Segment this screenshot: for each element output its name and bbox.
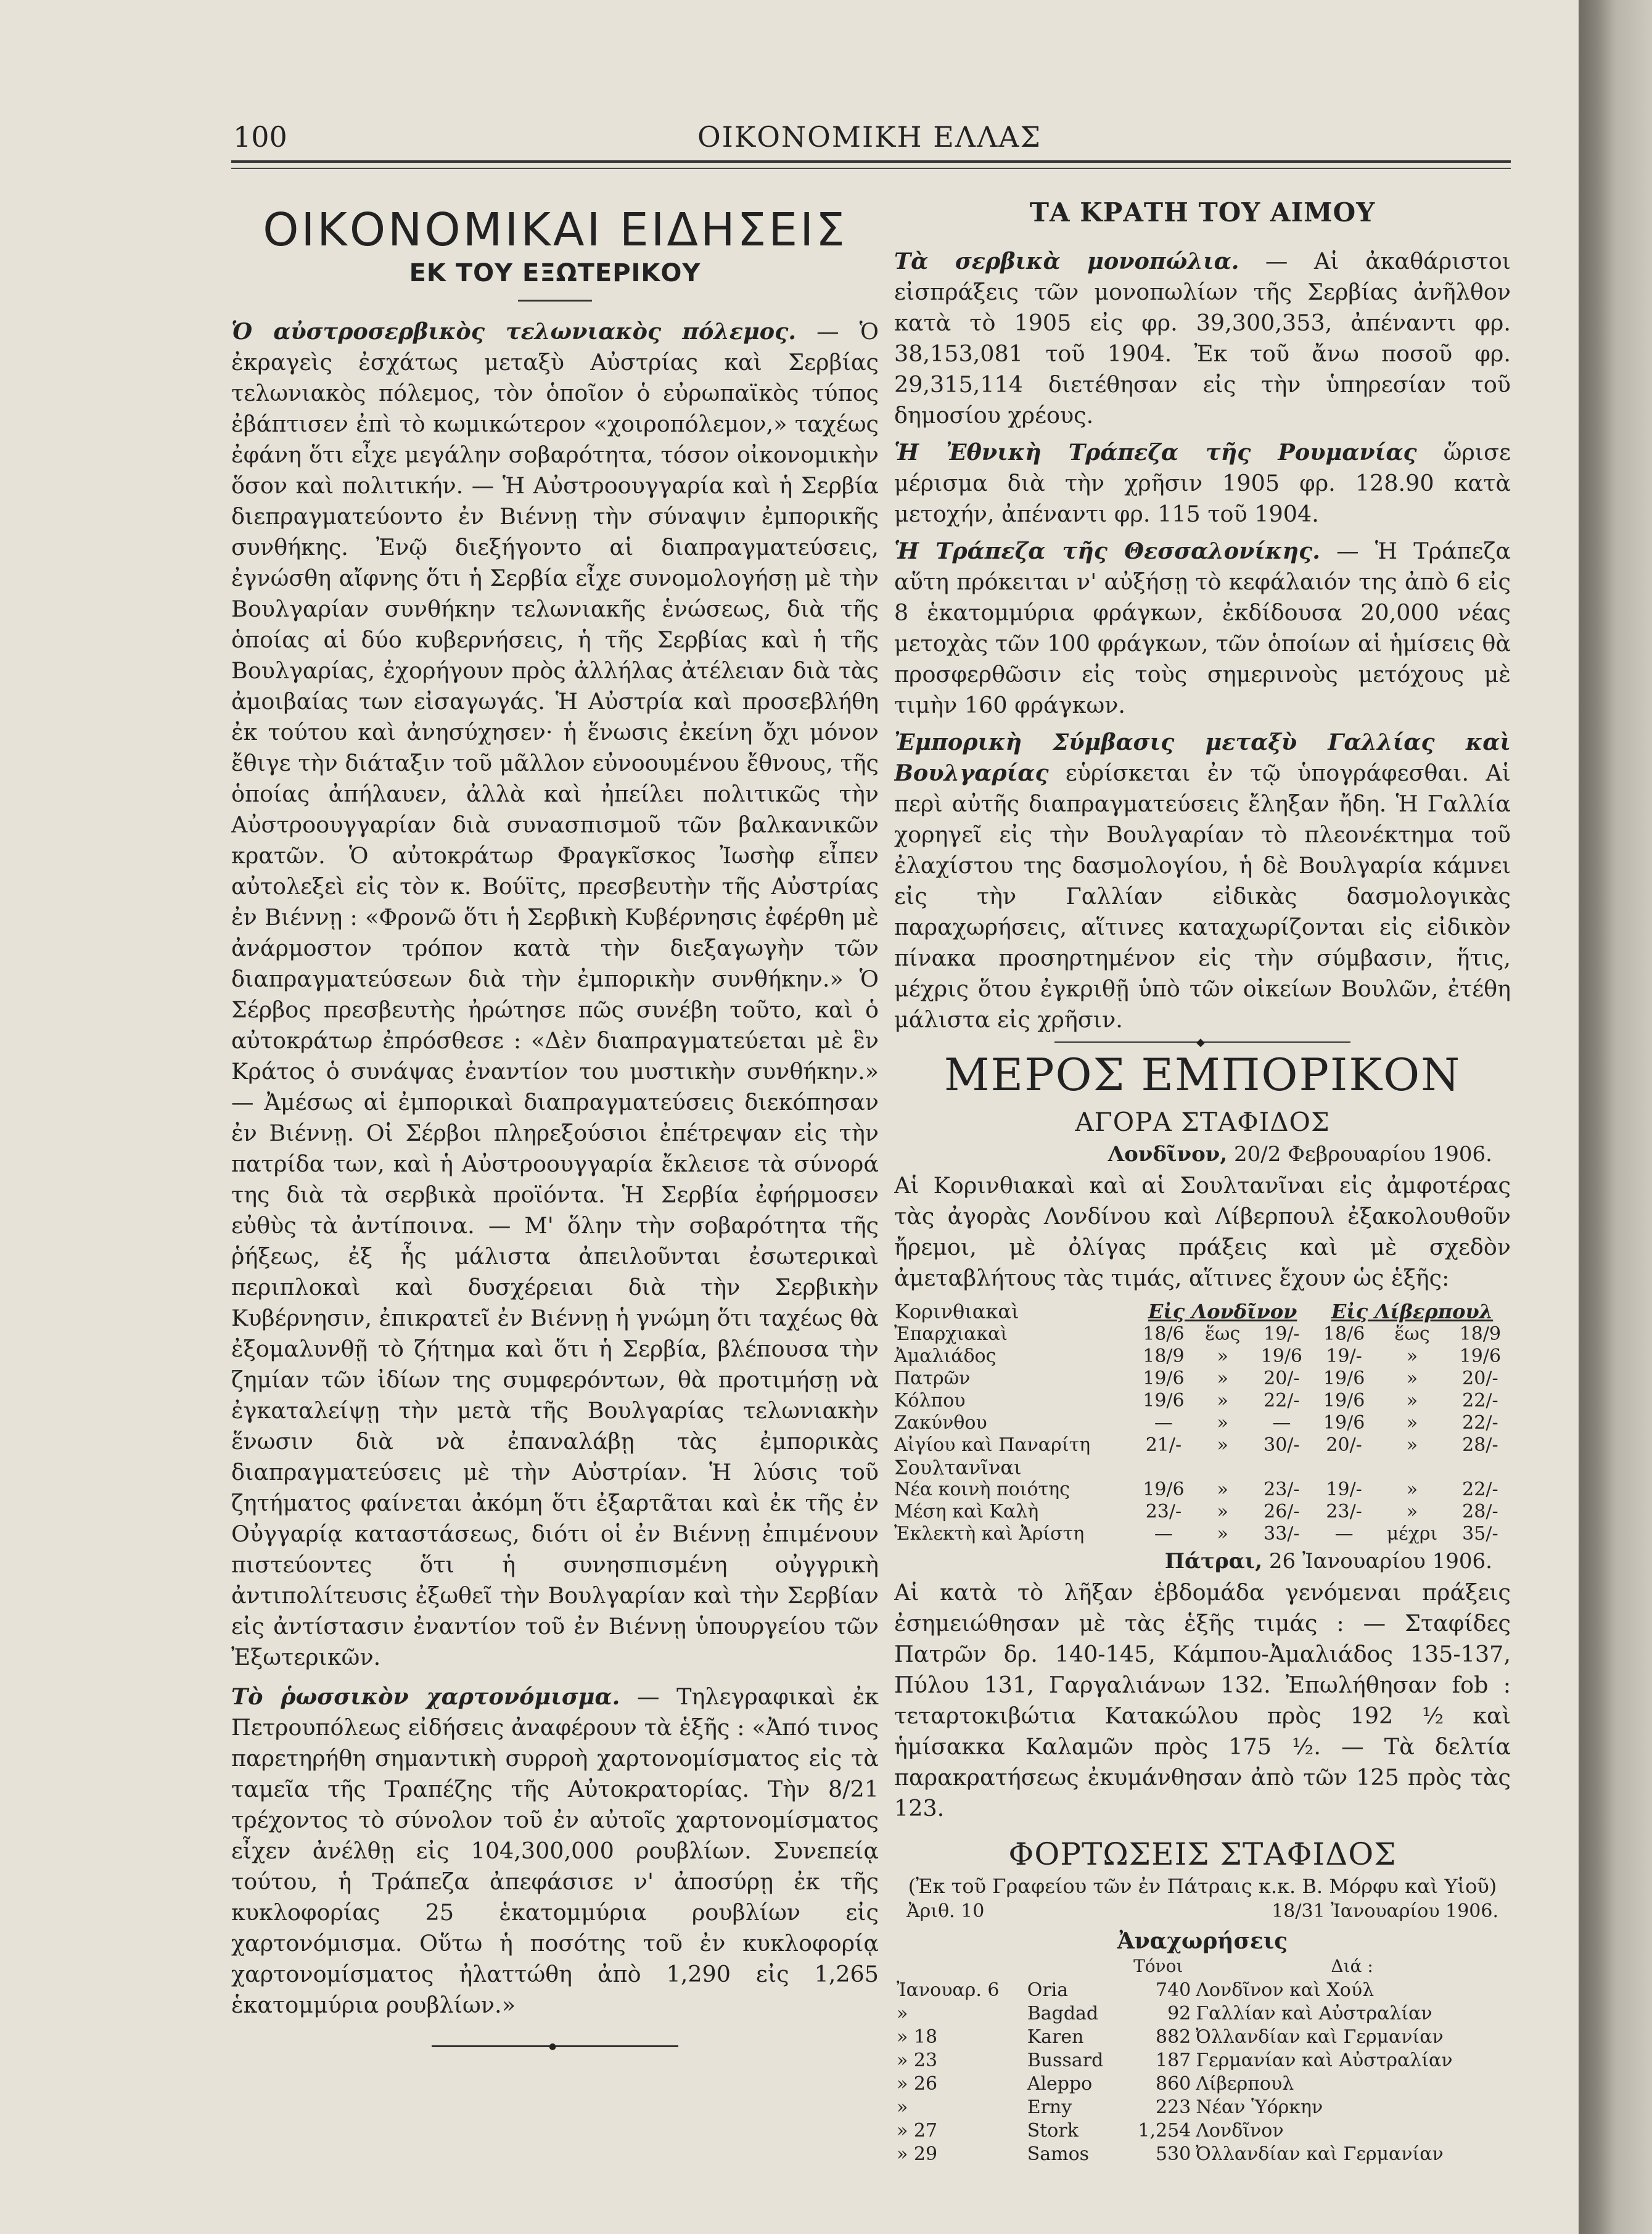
ship-row bbox=[894, 2026, 1511, 2049]
price-cell-r2: 28/- bbox=[1462, 1501, 1498, 1522]
ship-cell-name: Bussard bbox=[1027, 2050, 1104, 2071]
ship-cell-tons: 530 bbox=[1155, 2143, 1191, 2165]
price-cell-r1: 19/6 bbox=[1323, 1368, 1365, 1389]
shipping-date: 18/31 Ἰανουαρίου 1906. bbox=[1272, 1900, 1498, 1922]
price-cell-l1: 19/6 bbox=[1143, 1479, 1185, 1500]
price-cell-s1: » bbox=[1217, 1434, 1228, 1456]
section-subtitle: ΕΚ ΤΟΥ ΕΞΩΤΕΡΙΚΟΥ bbox=[409, 259, 701, 287]
price-cell-l2: 19/- bbox=[1264, 1323, 1300, 1345]
article-text: ὥρισε μέρισμα διὰ τὴν χρῆσιν 1905 φρ. 128.90 κατὰ μετοχήν, ἀπέναντι φρ. 115 τοῦ 1904. bbox=[894, 439, 1511, 527]
table-subgroup-label: Σουλτανῖναι bbox=[894, 1456, 1022, 1479]
price-cell-l1: 23/- bbox=[1145, 1501, 1182, 1522]
ship-cell-tons: 223 bbox=[1155, 2096, 1191, 2118]
ship-cell-date: » 29 bbox=[897, 2143, 938, 2165]
ship-cell-date: » 23 bbox=[897, 2050, 938, 2071]
dateline-place: Λονδῖνον, bbox=[1107, 1142, 1228, 1167]
ship-cell-dest: Λονδῖνον bbox=[1196, 2120, 1284, 2142]
dateline-date: 26 Ἰανουαρίου 1906. bbox=[1268, 1549, 1492, 1574]
table-row bbox=[894, 1523, 1511, 1545]
price-cell-r1: 20/- bbox=[1326, 1434, 1362, 1456]
price-cell-r1: — bbox=[1334, 1523, 1354, 1545]
ship-row bbox=[894, 2072, 1511, 2096]
article-lead: Τὰ σερβικὰ μονοπώλια. bbox=[894, 248, 1239, 274]
ship-row bbox=[894, 2049, 1511, 2072]
price-cell-s1: » bbox=[1217, 1412, 1228, 1434]
ship-cell-dest: Λίβερπουλ bbox=[1196, 2073, 1294, 2095]
news-serbian-monopolies bbox=[894, 246, 1511, 431]
news-romanian-bank bbox=[894, 437, 1511, 530]
ship-cell-dest: Λονδῖνον καὶ Χούλ bbox=[1196, 1979, 1375, 2001]
header-rule-thin bbox=[231, 168, 1511, 169]
price-cell-l2: 33/- bbox=[1264, 1523, 1300, 1545]
ship-cell-dest: Ὀλλανδίαν καὶ Γερμανίαν bbox=[1196, 2026, 1444, 2048]
ship-cell-name: Stork bbox=[1027, 2120, 1079, 2142]
price-cell-s1: » bbox=[1217, 1501, 1228, 1522]
table-row bbox=[894, 1368, 1511, 1390]
market-title: ΑΓΟΡΑ ΣΤΑΦΙΔΟΣ bbox=[1075, 1107, 1330, 1137]
table-header-liverpool: Εἰς Λίβερπουλ bbox=[1331, 1300, 1494, 1323]
table-subgroup-row bbox=[894, 1456, 1511, 1479]
dateline-patras bbox=[894, 1549, 1492, 1574]
ship-cell-dest: Ὀλλανδίαν καὶ Γερμανίαν bbox=[1196, 2143, 1444, 2165]
price-cell-s2: » bbox=[1406, 1345, 1418, 1367]
ship-cell-name: Bagdad bbox=[1027, 2003, 1099, 2024]
price-cell-l1: 19/6 bbox=[1143, 1368, 1185, 1389]
price-cell-r2: 22/- bbox=[1462, 1479, 1498, 1500]
price-cell-l1: 18/9 bbox=[1143, 1345, 1185, 1367]
price-cell-s1: » bbox=[1217, 1345, 1228, 1367]
ship-cell-dest: Γαλλίαν καὶ Αὐστραλίαν bbox=[1196, 2003, 1432, 2024]
journal-title: ΟΙΚΟΝΟΜΙΚΗ ΕΛΛΑΣ bbox=[697, 120, 1042, 154]
table-row bbox=[894, 1501, 1511, 1523]
ship-cell-dest: Γερμανίαν καὶ Αὐστραλίαν bbox=[1196, 2050, 1453, 2071]
price-cell-name: Ἀμαλιάδος bbox=[894, 1345, 997, 1367]
price-cell-s2: μέχρι bbox=[1386, 1523, 1438, 1545]
ship-row bbox=[894, 2143, 1511, 2166]
price-cell-l2: 30/- bbox=[1264, 1434, 1300, 1456]
price-cell-name: Πατρῶν bbox=[894, 1368, 971, 1389]
news-france-bulgaria bbox=[894, 727, 1511, 1035]
ship-cell-tons: 187 bbox=[1155, 2050, 1191, 2071]
patras-report: Αἱ κατὰ τὸ λῆξαν ἑβδομάδα γενόμεναι πράξεις ἐσημειώθησαν μὲ τὰς ἑξῆς τιμάς : — Σταφίδες Πατρῶν δρ. 140-145, Κάμπου-Ἀμαλιάδος 135-137, Πύλου 131, Γαργαλιάνων 132. Ἐπωλήθησαν fob : τεταρτοκιβώτια Κατακώλου πρὸς 192 ½ καὶ ἡμίσακκα Καλαμῶν πρὸς 175 ½. — Τὰ δελτία παρακρατήσεως ἐκυμάνθησαν ἀπὸ τῶν 125 πρὸς τὰς 123. bbox=[894, 1579, 1511, 1821]
divider bbox=[518, 300, 592, 302]
price-cell-s2: » bbox=[1406, 1479, 1418, 1500]
price-cell-r1: 18/6 bbox=[1323, 1323, 1365, 1345]
price-cell-l2: 19/6 bbox=[1260, 1345, 1303, 1367]
price-cell-s1: » bbox=[1217, 1523, 1228, 1545]
price-cell-s1: » bbox=[1217, 1368, 1228, 1389]
table-row bbox=[894, 1390, 1511, 1412]
price-cell-r1: 19/- bbox=[1326, 1479, 1362, 1500]
price-cell-l1: — bbox=[1154, 1523, 1173, 1545]
price-cell-name: Ἐπαρχιακαὶ bbox=[894, 1323, 1008, 1345]
ship-row bbox=[894, 2096, 1511, 2119]
ship-row bbox=[894, 2002, 1511, 2026]
table-row bbox=[894, 1345, 1511, 1368]
ship-cell-date: » bbox=[897, 2096, 908, 2118]
price-cell-name: Αἰγίου καὶ Παναρίτη bbox=[894, 1434, 1091, 1456]
right-column bbox=[894, 185, 1511, 2189]
ship-cell-date: » 26 bbox=[897, 2073, 938, 2095]
page-header bbox=[228, 120, 1511, 157]
article-austro-serbian bbox=[231, 316, 879, 1673]
section-title-news: ΟΙΚΟΝΟΜΙΚΑΙ ΕΙΔΗΣΕΙΣ bbox=[263, 203, 847, 257]
dateline-date: 20/2 Φεβρουαρίου 1906. bbox=[1234, 1142, 1492, 1167]
article-text: — Αἱ ἀκαθάριστοι εἰσπράξεις τῶν μονοπωλίων τῆς Σερβίας ἀνῆλθον κατὰ τὸ 1905 εἰς φρ. 39,300,353, ἀπέναντι φρ. 38,153,081 τοῦ 1904. Ἐκ τοῦ ἄνω ποσοῦ φρ. 29,315,114 διετέθησαν εἰς τὴν ὑπηρεσίαν τοῦ δημοσίου χρέους. bbox=[894, 248, 1511, 429]
shipping-source: (Ἐκ τοῦ Γραφείου τῶν ἐν Πάτραις κ.κ. Β. Μόρφυ καὶ Υἱοῦ) bbox=[908, 1875, 1497, 1898]
price-cell-s1: ἕως bbox=[1204, 1323, 1241, 1345]
ship-cell-name: Samos bbox=[1027, 2143, 1090, 2165]
price-cell-s1: » bbox=[1217, 1479, 1228, 1500]
price-cell-s2: » bbox=[1406, 1390, 1418, 1411]
ships-table bbox=[894, 1954, 1511, 2166]
ship-cell-date: » 27 bbox=[897, 2120, 938, 2142]
ship-cell-tons: 860 bbox=[1155, 2073, 1191, 2095]
price-cell-r1: 19/6 bbox=[1323, 1412, 1365, 1434]
article-lead: Ὁ αὐστροσερβικὸς τελωνιακὸς πόλεμος. bbox=[231, 318, 797, 345]
dest-label: Διά : bbox=[1331, 1956, 1373, 1976]
price-cell-name: Ζακύνθου bbox=[894, 1412, 987, 1434]
ship-cell-tons: 740 bbox=[1155, 1979, 1191, 2001]
price-cell-name: Μέση καὶ Καλὴ bbox=[894, 1501, 1039, 1522]
price-cell-r1: 19/6 bbox=[1323, 1390, 1365, 1411]
price-cell-l2: 20/- bbox=[1264, 1368, 1300, 1389]
shipping-number: Ἀριθ. 10 bbox=[906, 1900, 985, 1922]
ship-cell-date: » bbox=[897, 2003, 908, 2024]
book-gutter bbox=[1579, 0, 1652, 2234]
ship-cell-date: Ἰανουαρ. 6 bbox=[897, 1979, 1000, 2001]
section-title-commercial: ΜΕΡΟΣ ΕΜΠΟΡΙΚΟΝ bbox=[943, 1049, 1461, 1101]
price-cell-r2: 35/- bbox=[1462, 1523, 1498, 1545]
ship-cell-tons: 882 bbox=[1155, 2026, 1191, 2048]
price-cell-r1: 19/- bbox=[1326, 1345, 1362, 1367]
price-cell-s1: » bbox=[1217, 1390, 1228, 1411]
page-number: 100 bbox=[233, 120, 287, 154]
ship-cell-date: » 18 bbox=[897, 2026, 938, 2048]
price-cell-name: Κόλπου bbox=[894, 1390, 966, 1411]
price-cell-s2: » bbox=[1406, 1368, 1418, 1389]
price-cell-l1: 21/- bbox=[1145, 1434, 1182, 1456]
ship-cell-tons: 92 bbox=[1167, 2003, 1191, 2024]
price-cell-l1: 19/6 bbox=[1143, 1390, 1185, 1411]
header-rule bbox=[231, 160, 1511, 163]
news-thessaloniki-bank bbox=[894, 536, 1511, 721]
price-cell-l1: 18/6 bbox=[1143, 1323, 1185, 1345]
price-cell-l2: 26/- bbox=[1264, 1501, 1300, 1522]
price-cell-r2: 28/- bbox=[1462, 1434, 1498, 1456]
shipping-title: ΦΟΡΤΩΣΕΙΣ ΣΤΑΦΙΔΟΣ bbox=[1008, 1836, 1397, 1872]
table-row bbox=[894, 1434, 1511, 1456]
ship-row bbox=[894, 1979, 1511, 2002]
departures-heading: Ἀναχωρήσεις bbox=[1117, 1928, 1288, 1954]
london-report: Αἱ Κορινθιακαὶ καὶ αἱ Σουλτανῖναι εἰς ἀμφοτέρας τὰς ἀγορὰς Λονδίνου καὶ Λίβερπουλ ἐξακολουθοῦν ἤρεμοι, μὲ ὀλίγας πράξεις καὶ μὲ σχεδὸν ἀμεταβλήτους τὰς τιμάς, αἵτινες ἔχουν ὡς ἑξῆς: bbox=[894, 1172, 1511, 1291]
left-column bbox=[231, 185, 879, 2189]
article-text: — Ἡ Τράπεζα αὕτη πρόκειται ν' αὐξήσῃ τὸ κεφάλαιόν της ἀπὸ 6 εἰς 8 ἑκατομμύρια φράγκων, ἐκδίδουσα 20,000 νέας μετοχὰς τῶν 100 φράγκων, τῶν ὁποίων αἱ ἡμίσεις θὰ προσφερθῶσιν εἰς τοὺς σημερινοὺς μετόχους μὲ τιμὴν 160 φράγκων. bbox=[894, 538, 1511, 718]
dateline-place: Πάτραι, bbox=[1164, 1549, 1263, 1574]
price-cell-r2: 22/- bbox=[1462, 1412, 1498, 1434]
section-title-balkans: ΤΑ ΚΡΑΤΗ ΤΟΥ ΑΙΜΟΥ bbox=[1029, 197, 1376, 228]
article-text: — Τηλεγραφικαὶ ἐκ Πετρουπόλεως εἰδήσεις ἀναφέρουν τὰ ἑξῆς : «Ἀπό τινος παρετηρήθη σημαντικὴ συρροὴ χαρτονομίσματος εἰς τὰ ταμεῖα τῆς Τραπέζης τῆς Αὐτοκρατορίας. Τὴν 8/21 τρέχοντος τὸ σύνολον τοῦ ἐν αὐτοῖς χαρτονομίσματος εἶχεν ἀνέλθῃ εἰς 104,300,000 ρουβλίων. Συνεπείᾳ τούτου, ἡ Τράπεζα ἀπεφάσισε ν' ἀποσύρῃ ἐκ τῆς κυκλοφορίας 25 ἑκατομμύρια ρουβλίων εἰς χαρτονόμισμα. Οὕτω ἡ ποσότης τοῦ ἐν κυκλοφορίᾳ χαρτονομίσματος ἠλαττώθη ἀπὸ 1,290 εἰς 1,265 ἑκατομμύρια ρουβλίων.» bbox=[231, 1683, 879, 2018]
price-cell-l2: 23/- bbox=[1264, 1479, 1300, 1500]
dateline-london bbox=[894, 1142, 1492, 1167]
price-cell-l2: 22/- bbox=[1264, 1390, 1300, 1411]
tons-label: Τόνοι bbox=[1133, 1956, 1183, 1976]
end-divider: ● bbox=[432, 2045, 678, 2047]
price-cell-r2: 22/- bbox=[1462, 1390, 1498, 1411]
price-cell-r2: 19/6 bbox=[1459, 1345, 1502, 1367]
ship-cell-name: Karen bbox=[1027, 2026, 1084, 2048]
article-text: — Ὁ ἐκραγεὶς ἐσχάτως μεταξὺ Αὐστρίας καὶ Σερβίας τελωνιακὸς πόλεμος, τὸν ὁποῖον ὁ εὐρωπαϊκὸς τύπος ἐβάπτισεν ἐπὶ τὸ κωμικώτερον «χοιροπόλεμον,» ταχέως ἐφάνη ὅτι εἶχε μεγάλην σοβαρότητα, τόσον οἰκονομικὴν ὅσον καὶ πολιτικήν. — Ἡ Αὐστροουγγαρία καὶ ἡ Σερβία διεπραγματεύοντο ἐν Βιέννῃ τὴν σύναψιν ἐμπορικῆς συνθήκης. Ἐνῷ διεξήγοντο αἱ διαπραγματεύσεις, ἐγνώσθη αἴφνης ὅτι ἡ Σερβία εἶχε συνομολογήσῃ μὲ τὴν Βουλγαρίαν συνθήκην τελωνιακῆς ἑνώσεως, διὰ τῆς ὁποίας αἱ δύο κυβερνήσεις, ἡ τῆς Σερβίας καὶ ἡ τῆς Βουλγαρίας, ἐχορήγουν πρὸς ἀλλήλας ἀτέλειαν διὰ τὰς ἀμοιβαίας των εἰσαγωγάς. Ἡ Αὐστρία καὶ προσεβλήθη ἐκ τούτου καὶ ἀνησύχησεν· ἡ ἕνωσις ἐκείνη ὄχι μόνον ἔθιγε τὴν διάταξιν τοῦ μᾶλλον εὐνοουμένου ἔθνους, τῆς ὁποίας ἀπήλαυεν, ἀλλὰ καὶ ἠπείλει πολιτικῶς τὴν Αὐστροουγγαρίαν διὰ συνασπισμοῦ τῶν βαλκανικῶν κρατῶν. Ὁ αὐτοκράτωρ Φραγκῖσκος Ἰωσὴφ εἶπεν αὐτολεξεὶ εἰς τὸν κ. Βούϊτς, πρεσβευτὴν τῆς Αὐστρίας ἐν Βιέννῃ : «Φρονῶ ὅτι ἡ Σερβικὴ Κυβέρνησις ἐφέρθη μὲ ἀνάρμοστον τρόπον κατὰ τὴν διεξαγωγὴν τῶν διαπραγματεύσεων διὰ τὴν ἐμπορικὴν συνθήκην.» Ὁ Σέρβος πρεσβευτὴς ἠρώτησε πῶς συνέβη τοῦτο, καὶ ὁ αὐτοκράτωρ ἐπρόσθεσε : «Δὲν διαπραγματεύεται μὲ ἓν Κράτος ὁ συνάψας ἐναντίον του μυστικὴν συνθήκην.» — Ἀμέσως αἱ ἐμπορικαὶ διαπραγματεύσεις διεκόπησαν ἐν Βιέννῃ. Οἱ Σέρβοι πληρεξούσιοι ἐπέτρεψαν εἰς τὴν πατρίδα των, καὶ ἡ Αὐστροουγγαρία ἔκλεισε τὰ σύνορά της διὰ τὰ σερβικὰ προϊόντα. Ἡ Σερβία ἐφήρμοσεν εὐθὺς τὰ ἀντίποινα. — Μ' ὅλην τὴν σοβαρότητα τῆς ῥήξεως, ἐξ ἧς μάλιστα ἀπειλοῦνται ἐσωτερικαὶ περιπλοκαὶ καὶ δυσχέρειαι διὰ τὴν Σερβικὴν Κυβέρνησιν, ἐπικρατεῖ ἐν Βιέννῃ ἡ γνώμη ὅτι ταχέως θὰ ἐξομαλυνθῇ τὸ ζήτημα καὶ ὅτι ἡ Σερβία, βλέπουσα τὴν ζημίαν τῶν ἰδίων της συμφερόντων, θὰ προτιμήσῃ νὰ ἐγκαταλείψῃ τὴν μετὰ τῆς Βουλγαρίας τελωνιακὴν ἕνωσιν διὰ νὰ ἐπαναλάβῃ τὰς ἐμπορικὰς διαπραγματεύσεις μὲ τὴν Αὐστρίαν. Ἡ λύσις τοῦ ζητήματος φαίνεται ἀκόμη ὅτι ἐξαρτᾶται καὶ ἐκ τῆς ἐν Οὐγγαρίᾳ καταστάσεως, διότι οἱ ἐν Βιέννῃ ἐπιμένουν πιστεύοντες ὅτι ἡ συνησπισμένη οὐγγρικὴ ἀντιπολίτευσις ἐξωθεῖ τὴν Βουλγαρίαν καὶ τὴν Σερβίαν εἰς ἀντίστασιν ἐναντίον τοῦ ἐν Βιέννῃ ὑπουργείου τῶν Ἐξωτερικῶν. bbox=[231, 318, 879, 1670]
table-row bbox=[894, 1323, 1511, 1345]
price-cell-r2: 18/9 bbox=[1459, 1323, 1502, 1345]
price-cell-name: Νέα κοινὴ ποιότης bbox=[894, 1479, 1070, 1500]
divider: ◆ bbox=[1054, 1041, 1350, 1043]
price-cell-r1: 23/- bbox=[1326, 1501, 1362, 1522]
ship-cell-tons: 1,254 bbox=[1138, 2120, 1191, 2142]
price-cell-l1: — bbox=[1154, 1412, 1173, 1434]
article-lead: Ἡ Τράπεζα τῆς Θεσσαλονίκης. bbox=[894, 538, 1320, 564]
price-cell-s2: » bbox=[1406, 1434, 1418, 1456]
price-cell-name: Ἐκλεκτὴ καὶ Ἀρίστη bbox=[894, 1523, 1085, 1545]
price-cell-r2: 20/- bbox=[1462, 1368, 1498, 1389]
table-header-london: Εἰς Λονδῖνον bbox=[1148, 1300, 1297, 1323]
ship-cell-name: Oria bbox=[1027, 1979, 1069, 2001]
article-russian-paper-money bbox=[231, 1682, 879, 2021]
ship-row bbox=[894, 2119, 1511, 2143]
article-text: εὑρίσκεται ἐν τῷ ὑπογράφεσθαι. Αἱ περὶ αὐτῆς διαπραγματεύσεις ἔληξαν ἤδη. Ἡ Γαλλία χορηγεῖ εἰς τὴν Βουλγαρίαν τὸ πλεονέκτημα τοῦ ἐλαχίστου της δασμολογίου, ἡ δὲ Βουλγαρία κάμνει εἰς τὴν Γαλλίαν εἰδικὰς δασμολογικὰς παραχωρήσεις, αἵτινες καταχωρίζονται εἰς εἰδικὸν πίνακα προσηρτημένον εἰς τὴν σύμβασιν, ἥτις, μέχρις ὅτου ἐγκριθῇ ὑπὸ τῶν οἰκείων Βουλῶν, ἐτέθη μάλιστα εἰς χρῆσιν. bbox=[894, 760, 1511, 1033]
ship-cell-dest: Νέαν Ὑόρκην bbox=[1196, 2096, 1323, 2118]
price-cell-s2: » bbox=[1406, 1412, 1418, 1434]
ship-cell-name: Aleppo bbox=[1027, 2073, 1093, 2095]
price-cell-s2: ἕως bbox=[1394, 1323, 1430, 1345]
table-header-group: Κορινθιακαὶ bbox=[895, 1300, 1019, 1323]
price-table bbox=[894, 1300, 1511, 1545]
price-cell-l2: — bbox=[1272, 1412, 1291, 1434]
article-lead: Ἡ Ἐθνικὴ Τράπεζα τῆς Ρουμανίας bbox=[894, 439, 1417, 466]
table-row bbox=[894, 1479, 1511, 1501]
price-cell-s2: » bbox=[1406, 1501, 1418, 1522]
table-row bbox=[894, 1412, 1511, 1434]
article-lead: Τὸ ῥωσσικὸν χαρτονόμισμα. bbox=[231, 1683, 620, 1710]
ship-cell-name: Erny bbox=[1027, 2096, 1072, 2118]
article-lead: Ἐμπορικὴ Σύμβασις μεταξὺ Γαλλίας καὶ Βουλγαρίας bbox=[894, 729, 1511, 786]
shipping-meta bbox=[906, 1900, 1498, 1922]
